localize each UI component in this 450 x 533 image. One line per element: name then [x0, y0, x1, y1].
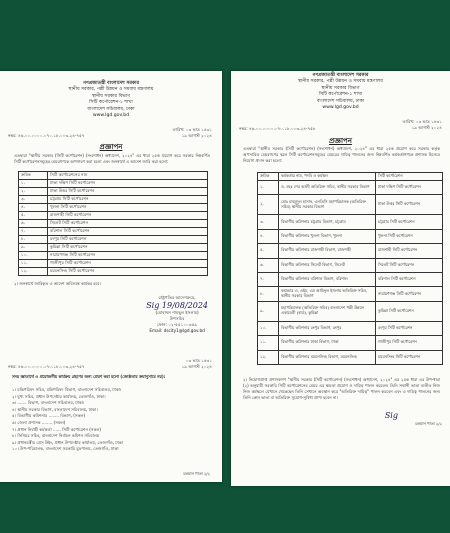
- letterhead-line[interactable]: www.lgd.gov.bd: [322, 105, 359, 111]
- paragraph-2: ২। নিয়োগপ্রাপ্ত প্রশাসকগণ "স্থানীয় সরকার (সিটি কর্পোরেশন) (সংশোধন) অধ্যাদেশ, ২০২৪" এর ২৫ক ধারা এর উপ-ধারা (২) অনুযায়ী সরকারি সিটি কর্পোরেশনের মেয়র এর ক্ষমতা প্রয়োগ ও দায়িত্ব পালন করবেন। তিনি সম্মানী ভাতা ব্যতীত নিজ নিজ কর্মস্থলে যেখানে থেকেছেন তিনি সেখানে অবস্থান করে "অতিরিক্ত দায়িত্ব" পালন করবেন এবং এ দায়িত্ব পালনের জন্য তিনি কোন ভাতা বা অতিরিক্ত সুযোগ-সুবিধা প্রাপ্য হবেন না।: [243, 377, 440, 400]
- distribution-item: ৭। প্রধান নির্বাহী কর্মকর্তা ...... সিটি কর্পোরেশন (সকল): [12, 426, 102, 432]
- distribution-item: ৯। প্রধানমন্ত্রীর প্রেস উইং, প্রধান উপদেষ্টার কার্যালয়, তেজগাঁও, ঢাকা: [12, 439, 123, 445]
- date-english: ১৯ আগস্ট ২০২৪: [411, 125, 442, 130]
- memo-number-2: নম্বর: ৪৬.০০.০০০০.০৭০.১৮.০০৩.২৪-৭৫৭: [8, 364, 85, 369]
- city-cell: গাজীপুর সিটি কর্পোরেশন: [376, 336, 443, 350]
- city-cell: রংপুর সিটি কর্পোরেশন: [376, 321, 443, 335]
- sig-line-2: (মোহাম্মদ শামছুল ইসলাম): [155, 310, 199, 315]
- city-cell: ঢাকা উত্তর সিটি কর্পোরেশন: [376, 195, 443, 215]
- table-row: [19, 268, 208, 276]
- document-title: প্রজ্ঞাপন: [329, 137, 352, 145]
- officer-cell: বিভাগীয় কমিশনার বরিশাল বিভাগ, বরিশাল: [279, 272, 376, 286]
- date-block: [403, 119, 442, 131]
- serial-cell: ১০.: [19, 252, 48, 260]
- letterhead-line[interactable]: www.lgd.gov.bd: [92, 113, 130, 119]
- distribution-item: ১। মন্ত্রিপরিষদ সচিব, মন্ত্রিপরিষদ বিভাগ, বাংলাদেশ সচিবালয়, ঢাকা।: [12, 387, 122, 392]
- date-block: [173, 127, 212, 139]
- city-cell: রাজশাহী সিটি কর্পোরেশন: [376, 244, 443, 258]
- officer-cell: মোঃ মাহমুদুল হাসান, এনডিসি মহাপরিচালক (অতিরিক্ত সচিব) স্থানীয় সরকার বিভাগ: [279, 195, 376, 215]
- col-name-header: সিটি কর্পোরেশনের নাম: [48, 172, 208, 180]
- handwritten-signature: Sig: [384, 411, 398, 420]
- table-row: [258, 215, 443, 229]
- table-row: [258, 244, 443, 258]
- table-row: [19, 188, 208, 196]
- serial-cell: ২.: [19, 188, 48, 196]
- date2-english: ১৯ আগস্ট ২০২৪: [181, 364, 212, 369]
- city-cell: চট্টগ্রাম সিটি কর্পোরেশন: [376, 215, 443, 229]
- serial-cell: ৪.: [258, 229, 279, 243]
- date-block-2: [182, 358, 212, 370]
- table-row: [19, 252, 208, 260]
- distribution-item: ৬। জেলা প্রশাসক ........ (সকল): [12, 419, 66, 425]
- letterhead-line: স্থানীয় সরকার, পল্লী উন্নয়ন ও সমবায় মন্ত্রণালয়: [298, 79, 383, 85]
- signature-block: [385, 411, 398, 420]
- city-name-cell: ঢাকা দক্ষিণ সিটি কর্পোরেশন: [48, 180, 208, 188]
- distribution-item: ১০। উপ-পরিচালক, বাংলাদেশ সরকারি মুদ্রণালয়, তেজগাঁও, ঢাকা: [12, 446, 119, 452]
- city-cell: বরিশাল সিটি কর্পোরেশন: [376, 272, 443, 286]
- document-title: প্রজ্ঞাপন: [99, 143, 123, 151]
- officer-cell: বিভাগীয় কমিশনার চট্টগ্রাম বিভাগ, চট্টগ্রাম: [279, 215, 376, 229]
- col-officer-header: কর্মকর্তার নাম, পদবি ও কর্মস্থল: [279, 173, 376, 181]
- city-name-cell: রংপুর সিটি কর্পোরেশন: [48, 236, 208, 244]
- city-cell: ময়মনসিংহ সিটি কর্পোরেশন: [376, 350, 443, 364]
- distribution-list: [12, 387, 212, 453]
- table-row: [19, 180, 208, 188]
- date2-bengali: ০৩ ভাদ্র ১৪৩১: [185, 358, 212, 363]
- distribution-item: ৫। বিভাগীয় কমিশনার ........ বিভাগ, (সকল): [12, 413, 86, 419]
- serial-cell: ২.: [258, 195, 279, 215]
- table-row: [258, 350, 443, 364]
- letterhead-line: সিটি কর্পোরেশন-১ শাখা: [318, 92, 363, 98]
- city-name-cell: খুলনা সিটি কর্পোরেশন: [48, 204, 208, 212]
- serial-cell: ৯.: [258, 301, 279, 321]
- distribution-item: ৪। স্থানীয় সরকার বিভাগ, বাংলাদেশ সচিবালয়, ঢাকা।: [12, 406, 98, 412]
- officer-cell: বিভাগীয় কমিশনার খুলনা বিভাগ, খুলনা: [279, 229, 376, 243]
- letterhead: [0, 81, 222, 119]
- table-row: [19, 196, 208, 204]
- handwritten-signature: Sig 19/08/2024: [146, 301, 208, 310]
- city-name-cell: ময়মনসিংহ সিটি কর্পোরেশন: [48, 268, 208, 276]
- serial-cell: ৩.: [19, 196, 48, 204]
- table-row: [258, 181, 443, 195]
- distribution-item: ২। মুখ্য সচিব, প্রধান উপদেষ্টার কার্যালয়, তেজগাঁও, ঢাকা।: [12, 393, 106, 399]
- memo-number: নম্বর: ৪৬.০০.০০০০.০৭০.১৮.০০৩.২৪-৭৫৮: [239, 126, 316, 131]
- letterhead-line: স্থানীয় সরকার বিভাগ: [91, 93, 131, 99]
- notification-page-right: [231, 71, 450, 486]
- serial-cell: ১২.: [19, 268, 48, 276]
- page-footer: চলমান পাতা ২/২: [183, 471, 210, 476]
- table-row: [19, 204, 208, 212]
- signature-block: [146, 295, 208, 334]
- table-row: [258, 336, 443, 350]
- col-city-header: সিটি কর্পোরেশন: [376, 173, 443, 181]
- city-name-cell: নারায়ণগঞ্জ সিটি কর্পোরেশন: [48, 252, 208, 260]
- sig-line-4: ফোন: ০২-৫৫১০০৩৫৯: [157, 322, 198, 327]
- serial-cell: ১.: [19, 180, 48, 188]
- city-name-cell: রাজশাহী সিটি কর্পোরেশন: [48, 212, 208, 220]
- memo-number: নম্বর: ৪৬.০০.০০০০.০৭০.১৮.০০৩.২৪-৭৫৭: [8, 133, 85, 138]
- page-footer: চলমান পাতা ২/২: [415, 421, 442, 426]
- intro-paragraph: এতদ্বারা "স্থানীয় সরকার (সিটি কর্পোরেশন) (সংশোধন) অধ্যাদেশ, ২০২৪" এর ধারা ২৫ক প্রয়োগ করে সরকার নিম্নবর্ণিত সিটি কর্পোরেশনসমূহের মেয়রগণকে অপসারণ করা হলো এবং জনস্বার্থে এ আদেশ জারি করা হলো:: [14, 153, 210, 164]
- serial-cell: ৮.: [19, 236, 48, 244]
- sig-line-1: রাষ্ট্রপতির আদেশক্রমে,: [158, 295, 196, 300]
- officer-cell: বিভাগীয় কমিশনার ঢাকা বিভাগ, ঢাকা: [279, 336, 376, 350]
- col-serial-header: ক্রমিক: [258, 173, 279, 181]
- city-cell: ঢাকা দক্ষিণ সিটি কর্পোরেশন: [376, 181, 443, 195]
- letterhead-line: সিটি কর্পোরেশন-১ শাখা: [89, 100, 133, 106]
- table-row: [258, 229, 443, 243]
- city-cell: কুমিল্লা সিটি কর্পোরেশন: [376, 301, 443, 321]
- serial-cell: ৯.: [19, 244, 48, 252]
- notification-page-left: [0, 71, 222, 482]
- serial-cell: ১.: [258, 181, 279, 195]
- officer-cell: বিভাগীয় কমিশনার সিলেট বিভাগ, সিলেট: [279, 258, 376, 272]
- intro-paragraph: এতদ্বারা "স্থানীয় সরকার (সিটি কর্পোরেশন) (সংশোধন) অধ্যাদেশ, ২০২৪" এর ধারা ২৫ক প্রয়োগ করে সরকার কর্তৃক অপসারিত মেয়রগণের স্থলে সিটি কর্পোরেশনসমূহের মেয়রের দায়িত্ব পালনের জন্য নিম্নবর্ণিত কর্মকর্তাগণকে প্রশাসক হিসেবে নিয়োগ প্রদান করা হলো:: [243, 146, 440, 163]
- sig-line-5: Email: dscity1@lgd.gov.bd: [149, 328, 205, 333]
- distribution-title: সদয় জ্ঞাতার্থে ও প্রয়োজনীয় কার্যক্রম গ্রহণের জন্য প্রেরণ করা হলো (জ্যেষ্ঠতার ক্রমানুসারে নয়):: [12, 374, 166, 379]
- table-row: [19, 260, 208, 268]
- city-corporation-table: [18, 171, 208, 276]
- officer-cell: বিভাগীয় কমিশনার রংপুর বিভাগ, রংপুর: [279, 321, 376, 335]
- distribution-item: ৩। ....... বিভাগ, বাংলাদেশ সচিবালয়, ঢাকা।: [12, 400, 85, 406]
- letterhead: [231, 73, 450, 111]
- serial-cell: ৪.: [19, 204, 48, 212]
- serial-cell: ৩.: [258, 215, 279, 229]
- city-name-cell: ঢাকা উত্তর সিটি কর্পোরেশন: [48, 188, 208, 196]
- serial-cell: ১২.: [258, 350, 279, 364]
- serial-cell: ৭.: [19, 228, 48, 236]
- letterhead-line: বাংলাদেশ সচিবালয়, ঢাকা: [87, 106, 135, 112]
- letterhead-line: গণপ্রজাতন্ত্রী বাংলাদেশ সরকার: [312, 73, 369, 78]
- city-name-cell: সিলেট সিটি কর্পোরেশন: [48, 220, 208, 228]
- table-row: [19, 212, 208, 220]
- sig-line-3: উপসচিব: [169, 316, 185, 321]
- officer-cell: বিভাগীয় কমিশনার রাজশাহী বিভাগ, রাজশাহী: [279, 244, 376, 258]
- table-row: [258, 301, 443, 321]
- table-row: [258, 195, 443, 215]
- letterhead-line: স্থানীয় সরকার বিভাগ: [321, 85, 360, 91]
- city-name-cell: চট্টগ্রাম সিটি কর্পোরেশন: [48, 196, 208, 204]
- letterhead-line: গণপ্রজাতন্ত্রী বাংলাদেশ সরকার: [82, 81, 140, 86]
- city-name-cell: গাজীপুর সিটি কর্পোরেশন: [48, 260, 208, 268]
- serial-cell: ৫.: [258, 244, 279, 258]
- table-row: [258, 321, 443, 335]
- table-row: [19, 236, 208, 244]
- table-row: [258, 272, 443, 286]
- date-bengali: তারিখ: ০৩ ভাদ্র ১৪৩১: [402, 119, 442, 124]
- col-serial-header: ক্রমিক: [19, 172, 48, 180]
- table-row: [19, 244, 208, 252]
- table-row: [19, 228, 208, 236]
- administrator-table: [257, 172, 443, 365]
- table-row: [258, 258, 443, 272]
- officer-cell: কমান্ডার এ, এইচ, এম আমিনুল ইসলাম অতিরিক্ত সচিব, স্থানীয় সরকার বিভাগ: [279, 287, 376, 301]
- distribution-item: ৮। সিনিয়র সচিব, বাংলাদেশ নির্বাচন কমিশন সচিবালয়: [12, 433, 100, 439]
- serial-cell: ৮.: [258, 287, 279, 301]
- serial-cell: ১১.: [258, 336, 279, 350]
- letterhead-line: স্থানীয় সরকার, পল্লী উন্নয়ন ও সমবায় মন্ত্রণালয়: [68, 87, 154, 93]
- table-row: [19, 220, 208, 228]
- city-cell: সিলেট সিটি কর্পোরেশন: [376, 258, 443, 272]
- closing-paragraph: ২। জনস্বার্থে জারিকৃত এ আদেশ অবিলম্বে কার্যকর হবে।: [14, 281, 101, 286]
- officer-cell: ড. মহঃ শের আলী অতিরিক্ত সচিব, স্থানীয় সরকার বিভাগ: [279, 181, 376, 195]
- table-row: [258, 287, 443, 301]
- city-name-cell: বরিশাল সিটি কর্পোরেশন: [48, 228, 208, 236]
- serial-cell: ৫.: [19, 212, 48, 220]
- officer-cell: মহাপরিচালক (অতিরিক্ত সচিব) বাংলাদেশ পল্লী উন্নয়ন একাডেমী (বার্ড), কুমিল্লা: [279, 301, 376, 321]
- date-bengali: তারিখ: ০৩ ভাদ্র ১৪৩১: [172, 127, 212, 132]
- city-cell: নারায়ণগঞ্জ সিটি কর্পোরেশন: [376, 287, 443, 301]
- serial-cell: ৭.: [258, 272, 279, 286]
- date-english: ১৯ আগস্ট ২০২৪: [181, 133, 212, 138]
- city-cell: খুলনা সিটি কর্পোরেশন: [376, 229, 443, 243]
- officer-cell: বিভাগীয় কমিশনার ময়মনসিংহ বিভাগ, ময়মনসিংহ: [279, 350, 376, 364]
- serial-cell: ১১.: [19, 260, 48, 268]
- serial-cell: ১০.: [258, 321, 279, 335]
- city-name-cell: কুমিল্লা সিটি কর্পোরেশন: [48, 244, 208, 252]
- serial-cell: ৬.: [258, 258, 279, 272]
- letterhead-line: বাংলাদেশ সচিবালয়, ঢাকা: [316, 98, 365, 104]
- serial-cell: ৬.: [19, 220, 48, 228]
